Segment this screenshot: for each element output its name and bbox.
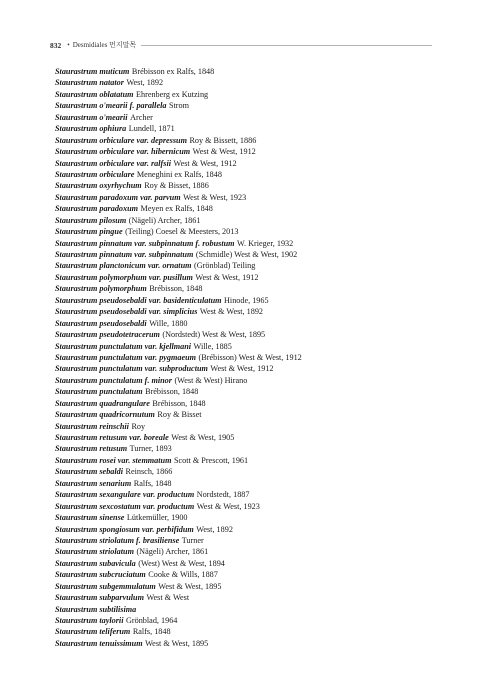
species-entry (55, 89, 440, 100)
species-authority: (West) West & West, 1894 (138, 558, 225, 568)
species-name: Staurastrum pilosum (55, 215, 127, 225)
species-authority: Brébisson, 1848 (152, 398, 206, 408)
species-authority: Lütkemüller, 1900 (126, 513, 188, 523)
species-entry (55, 341, 440, 352)
species-authority: Brébisson, 1848 (149, 284, 203, 294)
species-authority: Archer (130, 112, 153, 122)
species-entry (55, 329, 440, 340)
species-entry (55, 569, 440, 580)
species-name: Staurastrum punctulatum var. pygmaeum (55, 352, 197, 362)
species-entry (55, 443, 440, 454)
species-authority: (Teiling) Coesel & Meesters, 2013 (125, 227, 239, 237)
species-name: Staurastrum pseudosebaldi var. basidenticulatum (55, 295, 222, 305)
species-name: Staurastrum natator (55, 78, 124, 88)
species-authority: West & West, 1895 (145, 638, 209, 648)
species-name: Staurastrum retusum (55, 444, 128, 454)
species-entry (55, 158, 440, 169)
species-name: Staurastrum pseudosebaldi var. simplicius (55, 307, 198, 317)
species-name: Staurastrum orbiculare var. ralfsii (55, 158, 172, 168)
section-title: Desmidiales 먼지말목 (72, 41, 137, 49)
species-authority: West & West, 1912 (192, 147, 256, 157)
species-name: Staurastrum striolatum (55, 547, 134, 557)
species-authority: (Nägeli) Archer, 1861 (136, 547, 209, 557)
species-entry (55, 226, 440, 237)
species-entry (55, 604, 440, 615)
species-entry (55, 169, 440, 180)
species-entry (55, 466, 440, 477)
species-entry (55, 203, 440, 214)
species-entry (55, 615, 440, 626)
species-name: Staurastrum reinschii (55, 421, 129, 431)
species-authority: Meyen ex Ralfs, 1848 (140, 204, 213, 214)
species-name: Staurastrum paradoxum var. parvum (55, 192, 181, 202)
species-authority: West & West, 1912 (195, 272, 259, 282)
species-name: Staurastrum punctulatum f. minor (55, 375, 172, 385)
species-name: Staurastrum polymorphum var. pusillum (55, 272, 193, 282)
species-name: Staurastrum quadrangulare (55, 398, 150, 408)
species-entry (55, 455, 440, 466)
species-name: Staurastrum pinnatum var. subpinnatum (55, 250, 194, 259)
species-authority: Roy (131, 421, 146, 431)
page-number: 832 (50, 40, 62, 50)
header-bullet: • (67, 41, 70, 49)
species-entry (55, 180, 440, 191)
species-authority: West & West (146, 593, 190, 603)
species-name: Staurastrum sinense (55, 513, 125, 523)
species-name: Staurastrum pinnatum var. subpinnatum f. robustum (55, 238, 235, 248)
species-entry (55, 626, 440, 637)
species-name: Staurastrum spongiosum var. perbifidum (55, 524, 194, 534)
species-authority: Reinsch, 1866 (125, 467, 173, 477)
species-entry (55, 352, 440, 363)
species-entry (55, 535, 440, 546)
species-name: Staurastrum subgemmulatum (55, 581, 156, 591)
species-name: Staurastrum punctulatum var. subproductum (55, 364, 208, 374)
species-entry (55, 546, 440, 557)
species-entry (55, 306, 440, 317)
species-entry (55, 409, 440, 420)
species-authority: Ralfs, 1848 (132, 627, 171, 637)
species-name: Staurastrum punctulatum var. kjellmani (55, 341, 192, 351)
species-name: Staurastrum oxyrhychum (55, 181, 142, 191)
species-entry (55, 512, 440, 523)
species-entry (55, 363, 440, 374)
species-authority: West, 1892 (196, 524, 233, 534)
species-authority: Wille, 1880 (149, 318, 188, 328)
species-entry (55, 581, 440, 592)
species-entry (55, 432, 440, 443)
species-name: Staurastrum teliferum (55, 627, 131, 637)
species-entry (55, 295, 440, 306)
species-name: Staurastrum subcruciatum (55, 570, 146, 580)
species-authority: Strom (168, 101, 189, 111)
species-name: Staurastrum muticum (55, 67, 130, 76)
species-entry (55, 558, 440, 569)
species-authority: West & West, 1923 (196, 501, 260, 511)
species-authority: Grönblad, 1964 (125, 616, 178, 625)
species-name: Staurastrum polymorphum (55, 284, 147, 294)
species-name: Staurastrum planctonicum var. ornatum (55, 261, 192, 271)
species-entry (55, 272, 440, 283)
species-name: Staurastrum quadricornutum (55, 410, 155, 420)
species-name: Staurastrum paradoxum (55, 204, 139, 214)
species-name: Staurastrum tenuissimum (55, 638, 143, 648)
species-authority: Brébisson, 1848 (145, 387, 199, 397)
species-entry (55, 283, 440, 294)
species-name: Staurastrum orbiculare var. hibernicum (55, 147, 191, 157)
species-authority: West & West, 1905 (171, 433, 235, 442)
species-name: Staurastrum subparvulum (55, 593, 144, 603)
species-entry (55, 501, 440, 512)
species-name: Staurastrum sexangulare var. productum (55, 490, 195, 500)
species-entry (55, 215, 440, 226)
species-name: Staurastrum o'mearii f. parallela (55, 101, 167, 111)
species-entry (55, 592, 440, 603)
species-name: Staurastrum taylorii (55, 616, 124, 625)
species-authority: West & West, 1912 (210, 364, 274, 374)
species-authority: Turner, 1893 (129, 444, 172, 454)
species-authority: West, 1892 (126, 78, 164, 88)
species-name: Staurastrum oblatatum (55, 89, 134, 99)
species-authority: Nordstedt, 1887 (196, 490, 250, 500)
species-authority: Ralfs, 1848 (133, 478, 172, 488)
species-entry (55, 135, 440, 146)
species-authority: (Brébisson) West & West, 1912 (198, 352, 302, 362)
species-authority: Roy & Bisset (157, 410, 202, 420)
species-authority: West & West, 1923 (183, 192, 247, 202)
species-entry (55, 478, 440, 489)
species-name: Staurastrum sebaldi (55, 467, 124, 477)
species-entry (55, 112, 440, 123)
species-authority: Turner (181, 535, 204, 545)
species-name: Staurastrum striolatum f. brasiliense (55, 535, 180, 545)
species-entry (55, 318, 440, 329)
header-rule (141, 45, 432, 46)
species-authority: Hinode, 1965 (224, 295, 269, 305)
species-entry (55, 123, 440, 134)
species-name: Staurastrum senarium (55, 478, 132, 488)
species-name: Staurastrum subtilisima (55, 604, 137, 614)
species-authority: Lundell, 1871 (128, 124, 175, 134)
species-entry (55, 238, 440, 249)
species-authority: (Nordstedt) West & West, 1895 (162, 330, 266, 340)
species-entry (55, 638, 440, 649)
species-name: Staurastrum orbiculare var. depressum (55, 135, 187, 145)
species-entry (55, 66, 440, 77)
species-authority: (Grönblad) Teiling (194, 261, 256, 271)
species-authority: W. Krieger, 1932 (237, 238, 294, 248)
species-authority: Meneghini ex Ralfs, 1848 (136, 169, 222, 179)
species-authority: (Schmidle) West & West, 1902 (195, 250, 298, 259)
species-name: Staurastrum subavicula (55, 558, 136, 568)
species-entry (55, 77, 440, 88)
species-name: Staurastrum sexcostatum var. productum (55, 501, 195, 511)
species-name: Staurastrum retusum var. boreale (55, 433, 169, 442)
species-entry (55, 489, 440, 500)
species-authority: Scott & Prescott, 1961 (173, 455, 249, 465)
species-name: Staurastrum rosei var. stemmatum (55, 455, 172, 465)
species-entry (55, 524, 440, 535)
species-entry (55, 260, 440, 271)
species-authority: Roy & Bisset, 1886 (144, 181, 209, 191)
species-authority: Roy & Bissett, 1886 (189, 135, 257, 145)
species-name: Staurastrum ophiura (55, 124, 127, 134)
species-name: Staurastrum o'mearii (55, 112, 128, 122)
species-entry (55, 398, 440, 409)
species-name: Staurastrum pseudotetracerum (55, 330, 160, 340)
species-authority: Cooke & Wills, 1887 (148, 570, 218, 580)
species-authority: West & West, 1912 (173, 158, 237, 168)
species-entry (55, 100, 440, 111)
species-authority: (Nägeli) Archer, 1861 (128, 215, 201, 225)
running-header (50, 40, 432, 50)
species-name: Staurastrum pingue (55, 227, 123, 237)
species-name: Staurastrum pseudosebaldi (55, 318, 147, 328)
species-authority: West & West, 1892 (199, 307, 264, 317)
species-name: Staurastrum orbiculare (55, 169, 135, 179)
species-name: Staurastrum punctulatum (55, 387, 143, 397)
species-entry (55, 421, 440, 432)
species-authority: Ehrenberg ex Kutzing (136, 89, 209, 99)
species-entry (55, 146, 440, 157)
species-list (55, 66, 440, 649)
species-authority: Wille, 1885 (193, 341, 232, 351)
species-authority: Brébisson ex Ralfs, 1848 (131, 67, 215, 76)
species-entry (55, 386, 440, 397)
species-authority: West & West, 1895 (158, 581, 222, 591)
species-authority: (West & West) Hirano (174, 375, 248, 385)
species-entry (55, 192, 440, 203)
species-entry (55, 249, 440, 260)
species-entry (55, 375, 440, 386)
